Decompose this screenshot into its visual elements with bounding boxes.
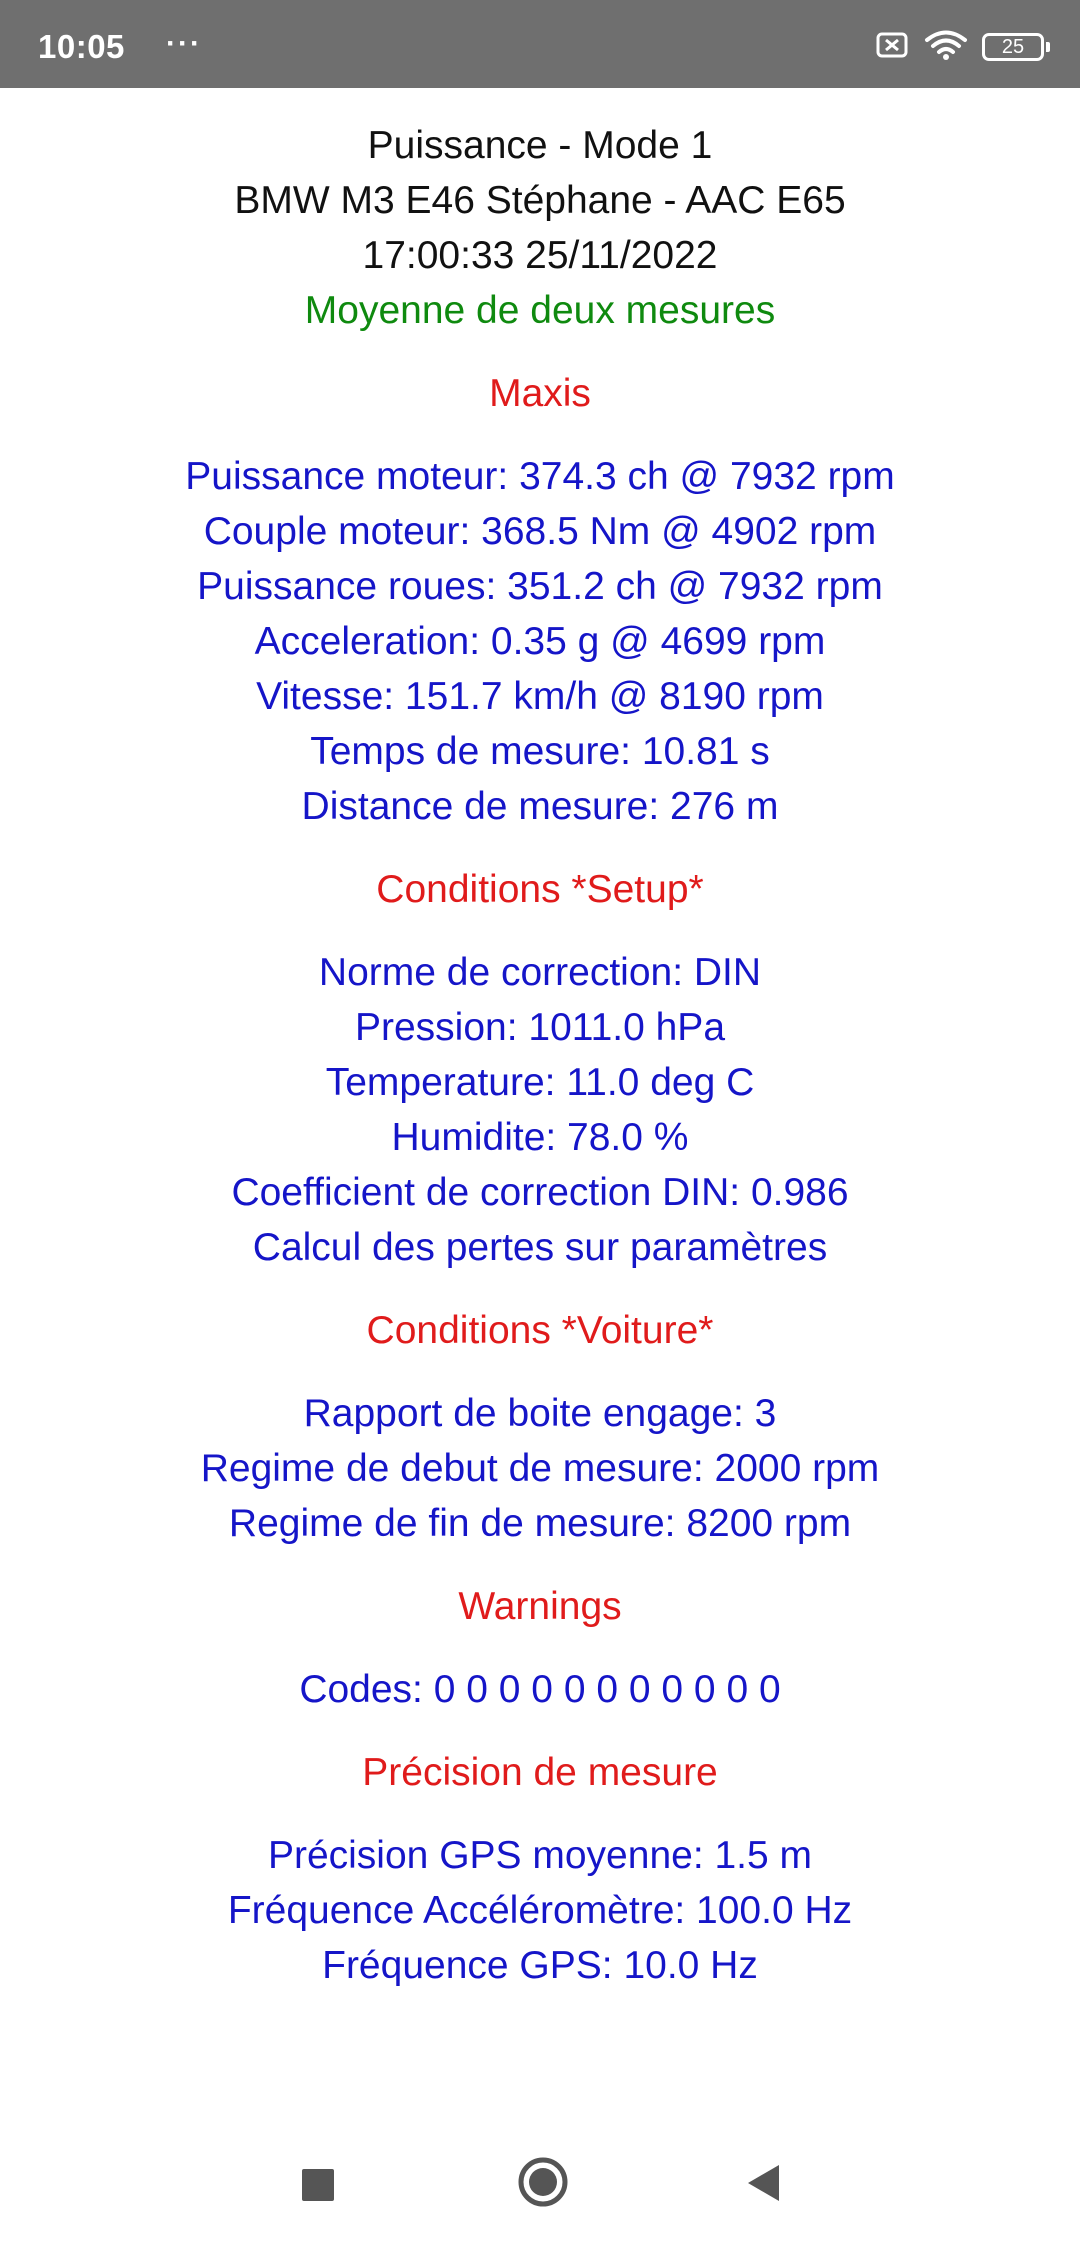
status-icons <box>876 29 1044 65</box>
back-icon[interactable] <box>745 2163 781 2203</box>
close-box-icon <box>876 31 910 64</box>
status-time: 10:05 <box>38 28 125 65</box>
section-title-setup: Conditions *Setup* <box>376 868 704 911</box>
speed-line: Vitesse: 151.7 km/h @ 8190 rpm <box>256 675 824 718</box>
measurement-distance-line: Distance de mesure: 276 m <box>301 785 779 828</box>
section-title-precision: Précision de mesure <box>362 1751 718 1794</box>
mode-title: Puissance - Mode 1 <box>367 124 713 167</box>
engine-torque-line: Couple moteur: 368.5 Nm @ 4902 rpm <box>203 510 877 553</box>
warning-codes-line: Codes: 0 0 0 0 0 0 0 0 0 0 0 <box>299 1668 781 1711</box>
section-voiture <box>0 1386 1080 1551</box>
battery-icon: 25 <box>982 33 1044 61</box>
home-icon[interactable] <box>517 2156 569 2208</box>
section-setup <box>0 945 1080 1275</box>
humidity-line: Humidite: 78.0 % <box>391 1116 689 1159</box>
wifi-icon <box>924 29 968 66</box>
section-title-maxis: Maxis <box>489 372 591 415</box>
temperature-line: Temperature: 11.0 deg C <box>325 1061 755 1104</box>
gps-precision-line: Précision GPS moyenne: 1.5 m <box>267 1834 813 1877</box>
correction-coefficient-line: Coefficient de correction DIN: 0.986 <box>231 1171 849 1214</box>
engine-power-line: Puissance moteur: 374.3 ch @ 7932 rpm <box>185 455 895 498</box>
end-rpm-line: Regime de fin de mesure: 8200 rpm <box>228 1502 852 1545</box>
gear-line: Rapport de boite engage: 3 <box>303 1392 777 1435</box>
measurement-datetime: 17:00:33 25/11/2022 <box>362 234 718 277</box>
correction-standard-line: Norme de correction: DIN <box>318 951 762 994</box>
average-note: Moyenne de deux mesures <box>304 289 776 332</box>
wheel-power-line: Puissance roues: 351.2 ch @ 7932 rpm <box>197 565 883 608</box>
measurement-report <box>0 88 1080 1993</box>
accelerometer-frequency-line: Fréquence Accéléromètre: 100.0 Hz <box>227 1889 853 1932</box>
losses-calculation-line: Calcul des pertes sur paramètres <box>252 1226 828 1269</box>
recents-icon[interactable] <box>302 2169 334 2201</box>
more-notifications-icon: ··· <box>166 27 202 60</box>
section-title-voiture: Conditions *Voiture* <box>366 1309 714 1352</box>
gps-frequency-line: Fréquence GPS: 10.0 Hz <box>322 1944 758 1987</box>
status-bar <box>0 0 1080 88</box>
section-precision <box>0 1828 1080 1993</box>
section-warnings <box>0 1662 1080 1717</box>
pressure-line: Pression: 1011.0 hPa <box>354 1006 726 1049</box>
start-rpm-line: Regime de debut de mesure: 2000 rpm <box>200 1447 880 1490</box>
vehicle-name: BMW M3 E46 Stéphane - AAC E65 <box>234 179 846 222</box>
acceleration-line: Acceleration: 0.35 g @ 4699 rpm <box>254 620 826 663</box>
navigation-bar <box>0 2130 1080 2248</box>
section-maxis <box>0 449 1080 834</box>
section-title-warnings: Warnings <box>458 1585 622 1628</box>
measurement-time-line: Temps de mesure: 10.81 s <box>310 730 770 773</box>
